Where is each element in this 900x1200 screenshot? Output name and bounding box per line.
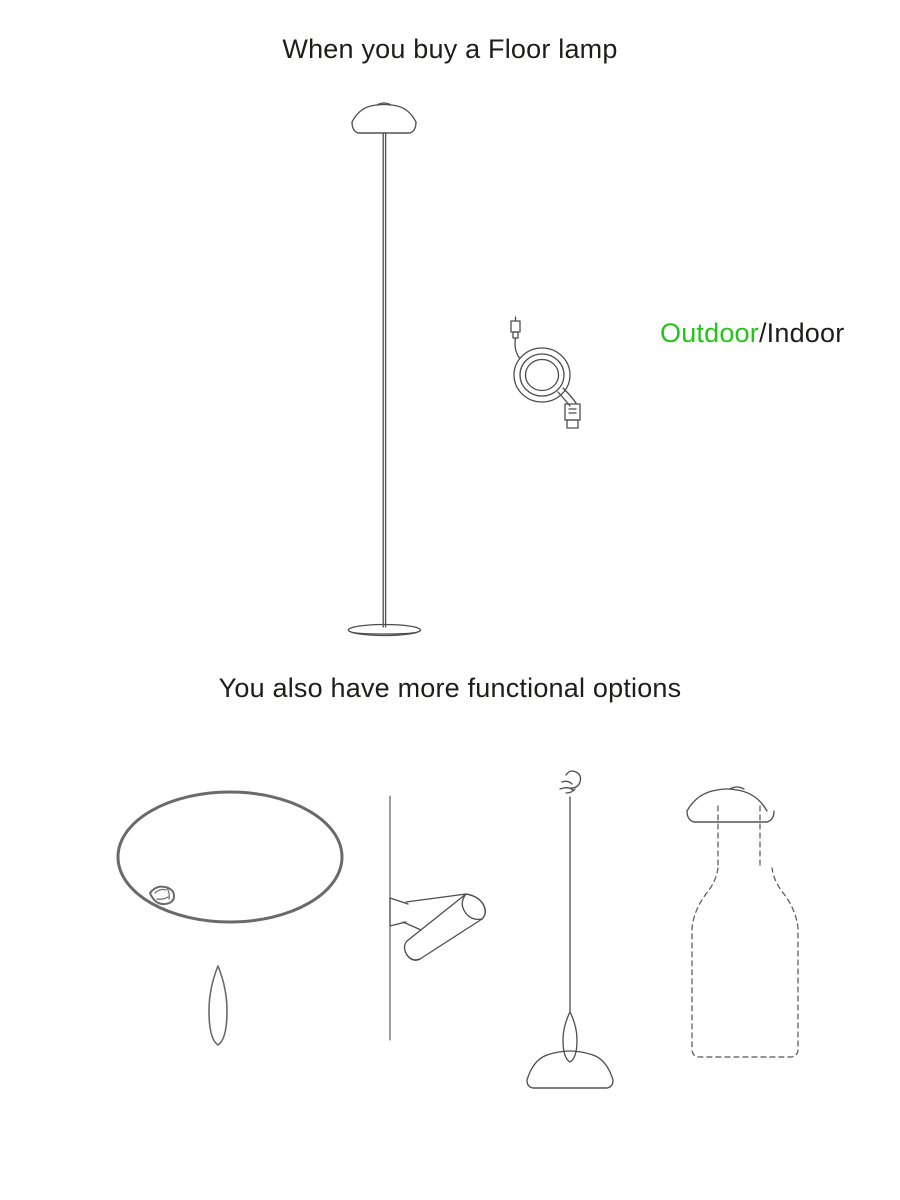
usage-label-separator: / <box>758 318 767 348</box>
usage-label-indoor: Indoor <box>766 318 845 348</box>
bottle-top-lamp <box>687 787 798 1057</box>
usage-label-outdoor: Outdoor <box>660 318 759 348</box>
floor-lamp-line-drawing <box>348 103 420 636</box>
pendant-hanging-lamp <box>527 771 613 1088</box>
table-lamp-strap-accessory <box>118 792 342 1045</box>
usb-charging-cable-coil <box>511 317 580 428</box>
usage-label <box>660 318 844 349</box>
page-title: When you buy a Floor lamp <box>282 34 618 64</box>
section-title-options: You also have more functional options <box>218 673 682 703</box>
wall-mount-lamp <box>390 796 485 1040</box>
